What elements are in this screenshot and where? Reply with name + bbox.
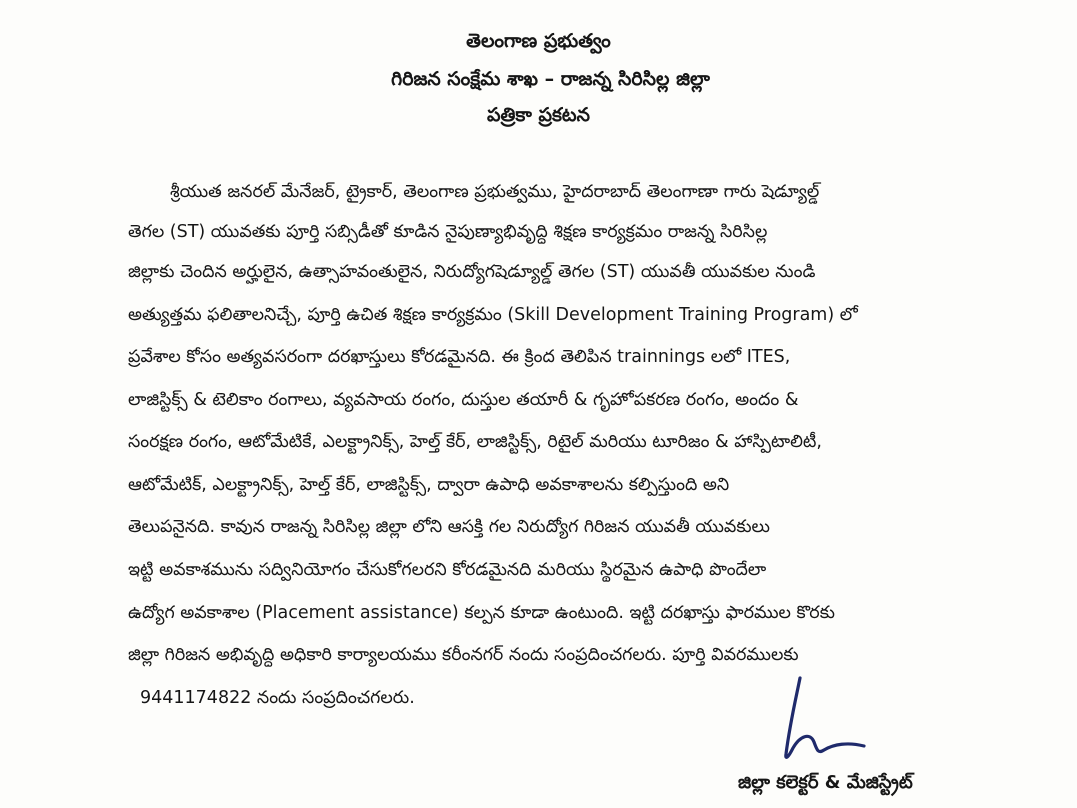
header-department-title: గిరిజన సంక్షేమ శాఖ – రాజన్న సిరిసిల్ల జిల్లా: [391, 68, 710, 90]
header-press-release-title: పత్రికా ప్రకటన: [487, 104, 590, 126]
signatory-designation: జిల్లా కలెక్టర్ & మేజిస్ట్రేట్: [738, 772, 913, 793]
body-line-5: ప్రవేశాల కోసం అత్యవసరంగా దరఖాస్తులు కోరడమైనది. ఈ క్రింద తెలిపిన trainnings లలో ITES,: [128, 347, 791, 367]
body-line-9: తెలుపనైనది. కావున రాజన్న సిరిసిల్ల జిల్లా లోని ఆసక్తి గల నిరుద్యోగ గిరిజన యువతీ యువకులు: [128, 517, 770, 537]
body-line-8: ఆటోమేటిక్, ఎలక్ట్రానిక్స్, హెల్త్ కేర్, లాజిస్టిక్స్, ద్వారా ఉపాధి అవకాశాలను కల్పిస్తుంది అని: [128, 475, 730, 495]
body-line-13-phone: 9441174822 నందు సంప్రదించగలరు.: [140, 688, 415, 708]
signature-mark: [760, 668, 880, 778]
body-line-11: ఉద్యోగ అవకాశాల (Placement assistance) కల్పన కూడా ఉంటుంది. ఇట్టి దరఖాస్తు ఫారముల కొరకు: [128, 603, 835, 623]
body-line-7: సంరక్షణ రంగం, ఆటోమేటికే, ఎలక్ట్రానిక్స్, హెల్త్ కేర్, లాజిస్టిక్స్, రిటైల్ మరియు టూరిజం & హాస్పిటాలిటీ,: [128, 432, 822, 452]
body-line-2: తెగల (ST) యువతకు పూర్తి సబ్సిడీతో కూడిన నైపుణ్యాభివృద్ధి శిక్షణ కార్యక్రమం రాజన్న సిరిసిల్ల: [128, 222, 768, 242]
header-government-title: తెలంగాణ ప్రభుత్వం: [466, 30, 611, 52]
body-line-1: శ్రీయుత జనరల్ మేనేజర్, ట్రైకార్, తెలంగాణ ప్రభుత్వము, హైదరాబాద్ తెలంగాణా గారు షెడ్యూల్డ్: [170, 182, 820, 202]
body-line-6: లాజిస్టిక్స్ & టెలికాం రంగాలు, వ్యవసాయ రంగం, దుస్తుల తయారీ & గృహోపకరణ రంగం, అందం &: [128, 390, 799, 410]
body-line-12: జిల్లా గిరిజన అభివృద్ధి అధికారి కార్యాలయము కరీంనగర్ నందు సంప్రదించగలరు. పూర్తి వివరములకు: [128, 645, 799, 665]
body-line-3: జిల్లాకు చెందిన అర్హులైన, ఉత్సాహవంతులైన, నిరుద్యోగషెడ్యూల్డ్ తెగల (ST) యువతీ యువకుల నుండి: [128, 262, 816, 282]
body-line-10: ఇట్టి అవకాశమును సద్వినియోగం చేసుకోగలరని కోరడమైనది మరియు స్థిరమైన ఉపాధి పొందేలా: [128, 560, 767, 580]
body-line-4: అత్యుత్తమ ఫలితాలనిచ్చే, పూర్తి ఉచిత శిక్షణ కార్యక్రమం (Skill Development Training Program) లో: [128, 305, 858, 325]
